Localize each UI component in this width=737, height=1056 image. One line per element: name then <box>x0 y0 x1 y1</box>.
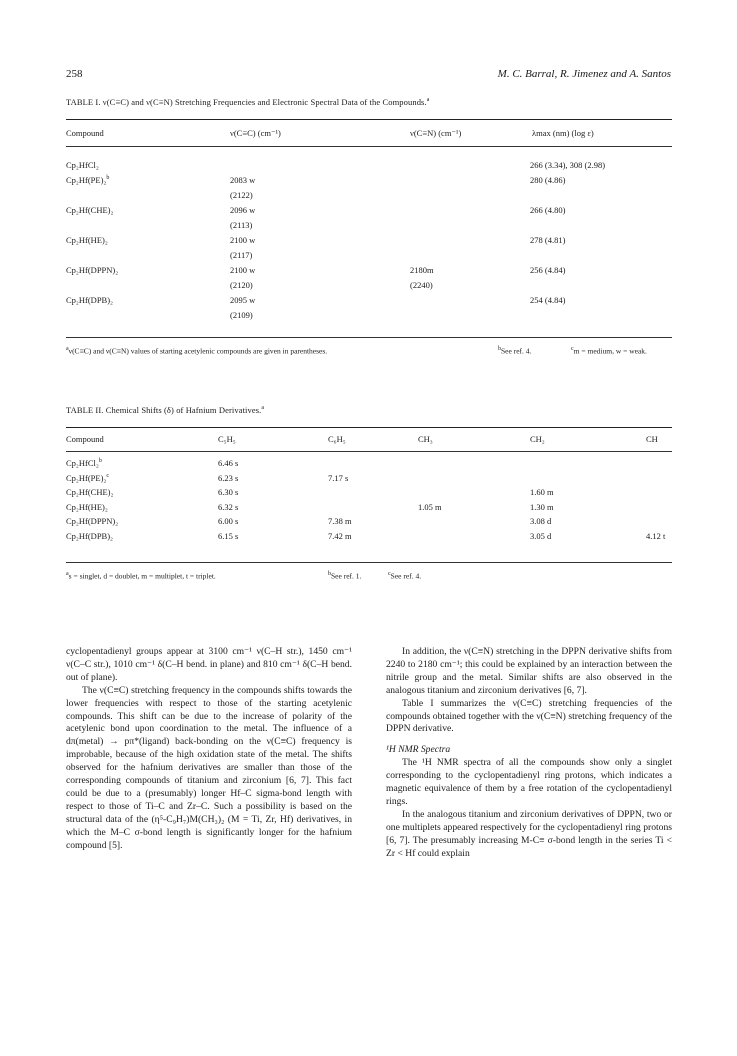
body-left-column <box>66 646 352 853</box>
table1-cell-lmax: 280 (4.86) <box>530 175 566 185</box>
table1-row <box>66 280 672 295</box>
table1-cell-compound: Cp₂Hf(DPPN)₂ <box>66 265 119 275</box>
table2-cell-c6h5: 7.42 m <box>328 530 352 541</box>
table2-cell-c5h5: 6.30 s <box>218 487 239 497</box>
table1-cell-compound: Cp₂HfCl₂ <box>66 160 99 170</box>
table1-row <box>66 265 672 280</box>
table2-header-rule <box>66 451 672 452</box>
table2-footnote-a: $^a$s = singlet, d = doublet, m = multiplet, t = triplet. <box>66 571 216 581</box>
table2-row <box>66 473 672 488</box>
body-paragraph: In the analogous titanium and zirconium derivatives of DPPN, two or one multiplets appeared respectively for the cyclopentadienyl ring protons [6, 7]. The presumably increasing M-C≡ σ-bond length in the series Ti < Zr < Hf could explain <box>386 808 672 859</box>
table2-bottom-rule <box>66 562 672 563</box>
table1-row <box>66 190 672 205</box>
table2-cell-compound: Cp₂Hf(PE)₂$^c$ <box>66 472 110 483</box>
table1-cell-cn: 2180m <box>410 265 434 275</box>
table1-body <box>66 160 672 325</box>
table2-cell-ch3: 1.05 m <box>418 501 442 512</box>
table1-header-rule <box>66 146 672 147</box>
table1-col-compound: Compound <box>66 128 104 138</box>
table2-cell-ch: 4.12 t <box>646 530 666 541</box>
table2-cell-ch2: 3.05 d <box>530 530 552 541</box>
body-paragraph: In addition, the ν(C≡N) stretching in the DPPN derivative shifts from 2240 to 2180 cm⁻¹; this could be explained by an interaction between the nitrile group and the metal. Similar shifts are also observed in the analogous titanium and zirconium derivatives [6, 7]. <box>386 646 672 696</box>
table1-cell-compound: Cp₂Hf(PE)₂$^b$ <box>66 175 110 185</box>
table2-row <box>66 516 672 531</box>
table2-row <box>66 531 672 546</box>
table2-footnote-c: $^c$See ref. 4. <box>388 571 422 581</box>
table2-row <box>66 458 672 473</box>
table1-cell-lmax: 278 (4.81) <box>530 235 566 245</box>
table2-cell-compound: Cp₂Hf(DPB)₂ <box>66 530 114 541</box>
table1-cell-cc: 2096 w <box>230 205 256 215</box>
table2-cell-c5h5: 6.23 s <box>218 472 239 483</box>
table2-title: TABLE II. Chemical Shifts (δ) of Hafnium Derivatives.$^a$ <box>66 405 265 415</box>
table1-row <box>66 235 672 250</box>
table1-cell-compound: Cp₂Hf(HE)₂ <box>66 235 108 245</box>
table2-col-ch: CH <box>646 434 658 444</box>
table2-col-c5h5: C₅H₅ <box>218 434 236 444</box>
table1-row <box>66 250 672 265</box>
table1-cell-lmax: 266 (4.80) <box>530 205 566 215</box>
table1-row <box>66 160 672 175</box>
table2-body <box>66 458 672 545</box>
table2-cell-c6h5: 7.38 m <box>328 516 352 526</box>
table2-cell-c5h5: 6.00 s <box>218 516 239 526</box>
table2-col-ch2: CH₂ <box>530 434 545 444</box>
table2-cell-c6h5: 7.17 s <box>328 472 349 483</box>
table1-footnote-c: $^c$m = medium, w = weak. <box>571 346 647 356</box>
table1-cell-cc: 2100 w <box>230 265 256 275</box>
table1-cell-cc: (2120) <box>230 280 253 290</box>
table2-cell-compound: Cp₂Hf(DPPN)₂ <box>66 516 119 526</box>
table2-row <box>66 487 672 502</box>
body-paragraph: The ¹H NMR spectra of all the compounds show only a singlet corresponding to the cyclopentadienyl ring protons, which indicates a magnetic equivalence of them by a free rotation of the cyclopentadienyl rings. <box>386 757 672 807</box>
table1-cell-compound: Cp₂Hf(CHE)₂ <box>66 205 114 215</box>
table2-cell-ch2: 3.08 d <box>530 516 552 526</box>
table1-cell-cc: 2095 w <box>230 295 256 305</box>
table2-footnote-b: $^b$See ref. 1. <box>328 571 362 581</box>
table1-cell-cc: (2122) <box>230 190 253 200</box>
table1-row <box>66 295 672 310</box>
table1-cell-cn: (2240) <box>410 280 433 290</box>
body-paragraph: cyclopentadienyl groups appear at 3100 cm⁻¹ ν(C–H str.), 1450 cm⁻¹ ν(C–C str.), 1010 cm⁻¹ δ(C–H bend. in plane) and 810 cm⁻¹ δ(C–H bend. out of plane). <box>66 646 352 683</box>
table1-cell-cc: (2109) <box>230 310 253 320</box>
table1-row <box>66 220 672 235</box>
table1-bottom-rule <box>66 337 672 338</box>
body-paragraph: Table I summarizes the ν(C≡C) stretching frequencies of the compounds obtained together with the ν(C≡N) stretching frequency of the DPPN derivative. <box>386 697 672 735</box>
table1-cell-cc: (2113) <box>230 220 253 230</box>
table1-row <box>66 175 672 190</box>
table1-cell-cc: (2117) <box>230 250 253 260</box>
table2-cell-compound: Cp₂HfCl₂$^b$ <box>66 458 102 468</box>
table2-row <box>66 502 672 517</box>
table2-col-ch3: CH₃ <box>418 434 433 444</box>
table1-footnote-b: $^b$See ref. 4. <box>498 346 532 356</box>
table1-col-cn: ν(C≡N) (cm⁻¹) <box>410 128 462 138</box>
table1-col-lmax: λmax (nm) (log ε) <box>532 128 594 138</box>
table2-cell-c5h5: 6.46 s <box>218 458 239 468</box>
table2-cell-compound: Cp₂Hf(CHE)₂ <box>66 487 114 497</box>
table1-cell-cc: 2083 w <box>230 175 256 185</box>
body-right-column <box>386 646 672 861</box>
running-authors: M. C. Barral, R. Jimenez and A. Santos <box>497 68 671 80</box>
table1-col-cc: ν(C≡C) (cm⁻¹) <box>230 128 281 138</box>
table2-cell-compound: Cp₂Hf(HE)₂ <box>66 501 108 512</box>
table2-header-row <box>66 434 672 446</box>
table2-col-c6h5: C₆H₅ <box>328 434 346 444</box>
table2-top-rule <box>66 427 672 428</box>
body-paragraph: The ν(C≡C) stretching frequency in the compounds shifts towards the lower frequencies with respect to those of the starting acetylenic compounds. This shift can be due to the increase of polarity of the acetylenic bond upon coordination to the metal. The influence of a dπ(metal) → pπ*(ligand) back-bonding on the ν(C≡C) frequency is improbable, because of the high oxidation state of the metal. The shifts observed for the hafnium derivatives are smaller than those of the corresponding compounds of titanium and zirconium [6, 7]. This fact could be due to a (presumably) longer Hf–C sigma-bond length with respect to those of Ti–C and Zr–C. Such a possibility is based on the structural data of the (η⁵-C₉H₇)M(CH₃)₂ (M = Ti, Zr, Hf) derivatives, in which the M–C σ-bond length is significantly longer for the hafnium compound [5]. <box>66 684 352 851</box>
table1-cell-cc: 2100 w <box>230 235 256 245</box>
table1-header-row <box>66 128 672 140</box>
running-header <box>66 68 671 82</box>
table1-cell-lmax: 254 (4.84) <box>530 295 566 305</box>
table1-top-rule <box>66 119 672 120</box>
table2-cell-c5h5: 6.32 s <box>218 501 239 512</box>
section-heading: ¹H NMR Spectra <box>386 744 451 756</box>
table1-footnote-a: $^a$ν(C≡C) and ν(C≡N) values of starting acetylenic compounds are given in parentheses. <box>66 346 328 356</box>
table2-cell-ch2: 1.30 m <box>530 501 554 512</box>
table1-cell-lmax: 266 (3.34), 308 (2.98) <box>530 160 606 170</box>
page-number: 258 <box>66 68 83 80</box>
table1-cell-compound: Cp₂Hf(DPB)₂ <box>66 295 114 305</box>
table1-title: TABLE I. ν(C≡C) and ν(C≡N) Stretching Frequencies and Electronic Spectral Data of the Compounds.$^a$ <box>66 97 430 107</box>
table1-row <box>66 205 672 220</box>
table2-cell-ch2: 1.60 m <box>530 487 554 497</box>
table1-cell-lmax: 256 (4.84) <box>530 265 566 275</box>
table2-cell-c5h5: 6.15 s <box>218 530 239 541</box>
table2-col-compound: Compound <box>66 434 104 444</box>
table1-row <box>66 310 672 325</box>
